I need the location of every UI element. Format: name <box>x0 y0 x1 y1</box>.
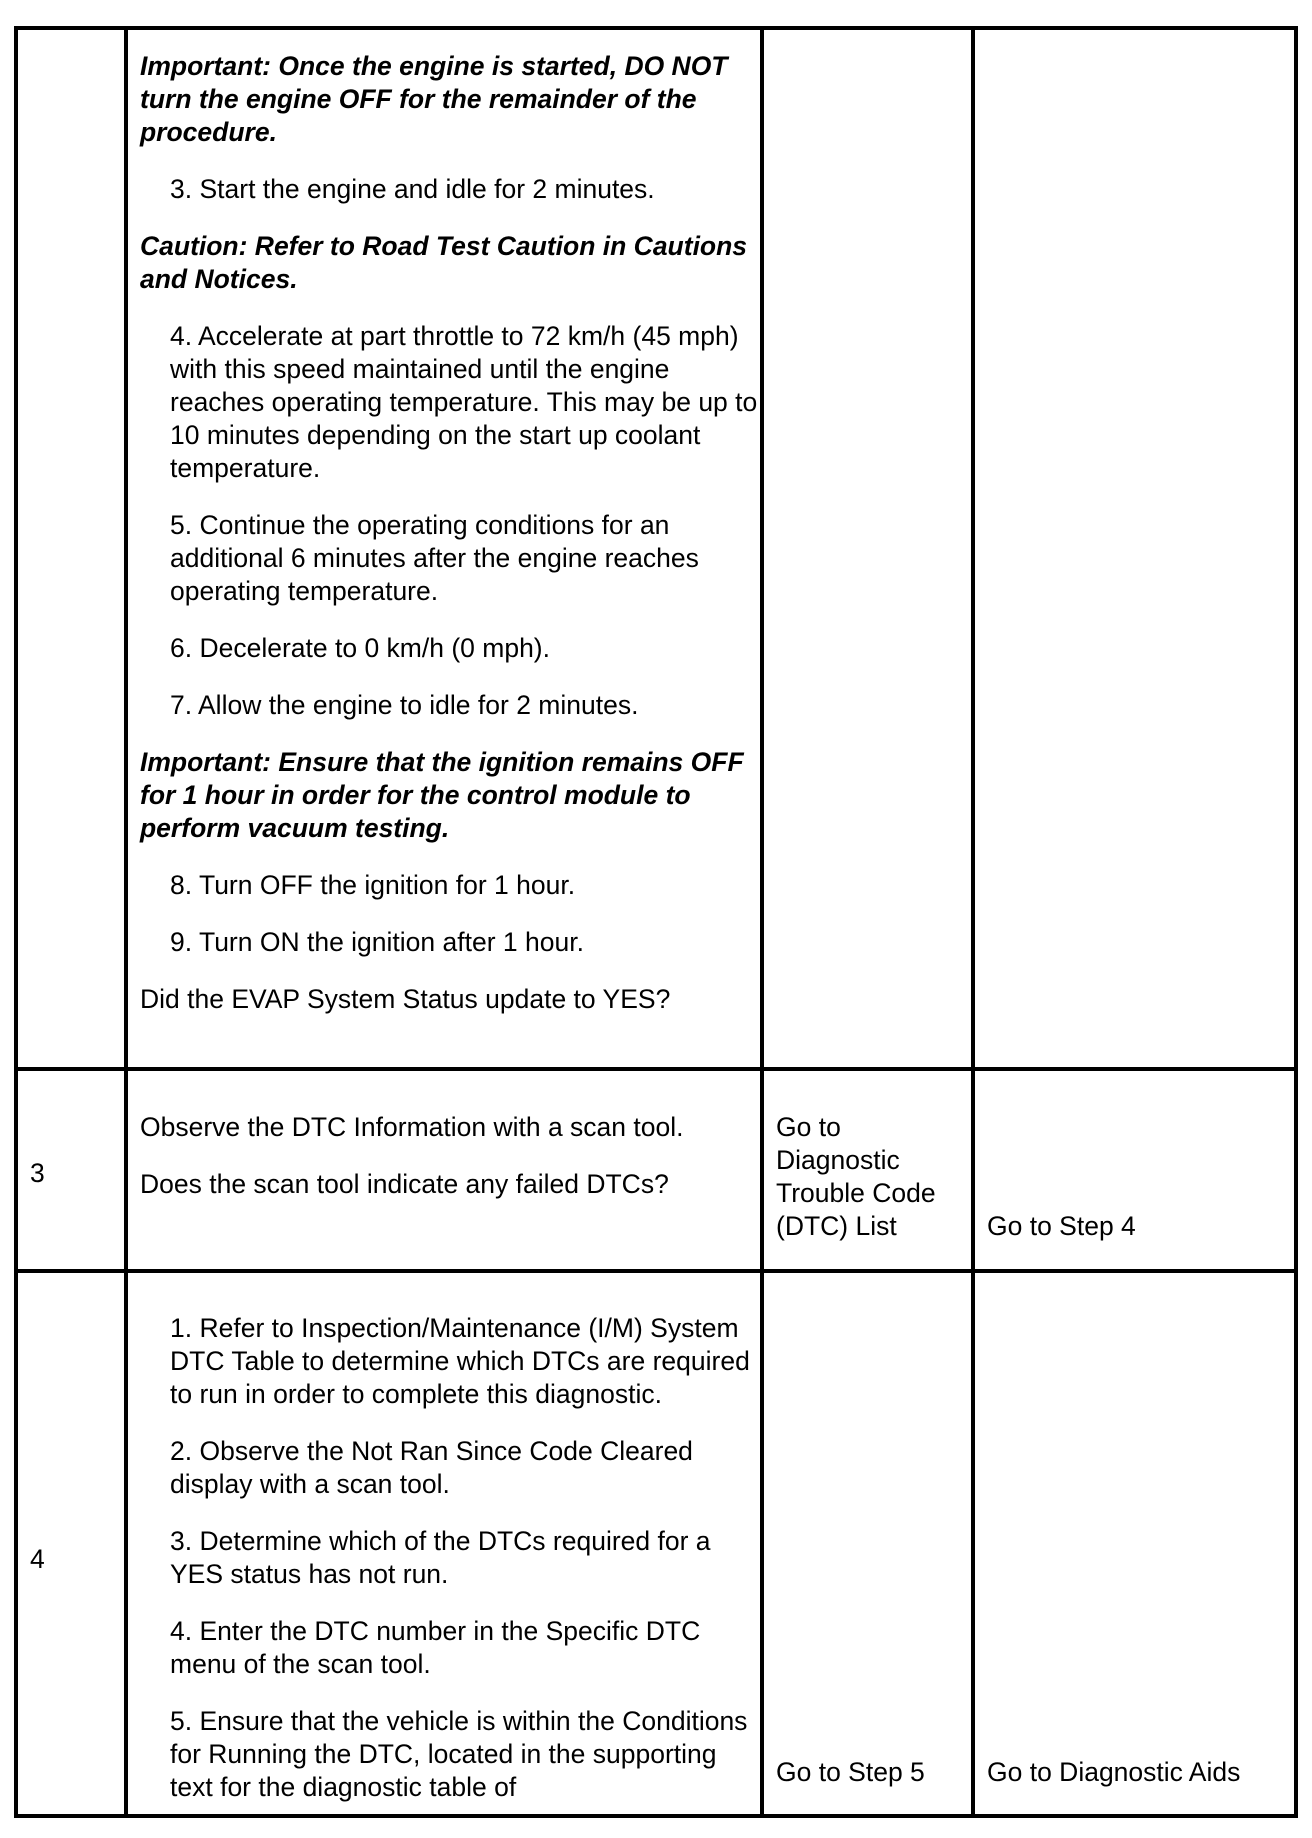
row-divider <box>18 1067 1294 1071</box>
caution-note: Caution: Refer to Road Test Caution in Cautions and Notices. <box>140 231 748 294</box>
yes-link-text: (DTC) List <box>776 1211 897 1241</box>
row3-step-number: 3 <box>30 1158 45 1188</box>
question-text: Did the EVAP System Status update to YES? <box>140 984 671 1014</box>
yes-link-text: Go to <box>776 1112 841 1142</box>
procedure-step: 3. Determine which of the DTCs required for a YES status has not run. <box>170 1526 711 1589</box>
row4-yes-cell: Go to Step 5 <box>776 1757 925 1787</box>
procedure-step: 2. Observe the Not Ran Since Code Cleared display with a scan tool. <box>170 1436 693 1499</box>
row4-action-cell <box>140 1312 760 1804</box>
procedure-step: 5. Ensure that the vehicle is within the Conditions for Running the DTC, located in the supporting text for the diagnostic table of <box>170 1706 748 1802</box>
procedure-step: 7. Allow the engine to idle for 2 minutes. <box>170 690 639 720</box>
row3-action-cell <box>140 1111 755 1201</box>
procedure-step: 8. Turn OFF the ignition for 1 hour. <box>170 870 576 900</box>
column-divider <box>124 30 128 1814</box>
action-text: Observe the DTC Information with a scan tool. <box>140 1112 684 1142</box>
procedure-step: 5. Continue the operating conditions for an additional 6 minutes after the engine reaches operating temperature. <box>170 510 699 606</box>
yes-link-text: Diagnostic <box>776 1145 900 1175</box>
procedure-step: 4. Enter the DTC number in the Specific DTC menu of the scan tool. <box>170 1616 701 1679</box>
procedure-step: 9. Turn ON the ignition after 1 hour. <box>170 927 584 957</box>
question-text: Does the scan tool indicate any failed DTCs? <box>140 1169 669 1199</box>
row2-action-cell <box>140 50 760 1016</box>
important-note: Important: Once the engine is started, DO NOT turn the engine OFF for the remainder of the procedure. <box>140 51 728 147</box>
procedure-step: 6. Decelerate to 0 km/h (0 mph). <box>170 633 550 663</box>
column-divider <box>760 30 764 1814</box>
row-divider <box>18 1269 1294 1273</box>
yes-link-text: Trouble Code <box>776 1178 936 1208</box>
important-note: Important: Ensure that the ignition remains OFF for 1 hour in order for the control module to perform vacuum testing. <box>140 747 744 843</box>
procedure-step: 1. Refer to Inspection/Maintenance (I/M) System DTC Table to determine which DTCs are required to run in order to complete this diagnostic. <box>170 1313 750 1409</box>
column-divider <box>971 30 975 1814</box>
row3-no-cell: Go to Step 4 <box>987 1211 1136 1241</box>
procedure-step: 3. Start the engine and idle for 2 minutes. <box>170 174 655 204</box>
diagnostic-table <box>14 26 1298 1818</box>
row4-no-cell: Go to Diagnostic Aids <box>987 1757 1241 1787</box>
row3-yes-cell <box>776 1111 966 1243</box>
procedure-step: 4. Accelerate at part throttle to 72 km/h (45 mph) with this speed maintained until the engine reaches operating temperature. This may be up to 10 minutes depending on the start up coolant temperature. <box>170 321 758 483</box>
row4-step-number: 4 <box>30 1544 45 1574</box>
